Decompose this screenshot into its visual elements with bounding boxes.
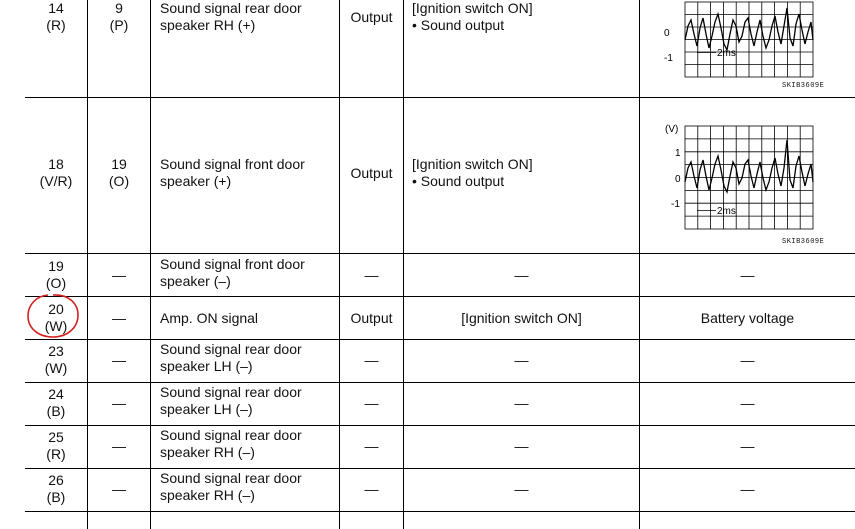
condition-text: —: [514, 437, 529, 454]
reference-value: —: [740, 437, 755, 454]
terminal-wire-color: (B): [46, 403, 66, 419]
io-value: Output: [350, 309, 393, 326]
reference-value: —: [740, 394, 755, 411]
terminal-wire-color: (W): [44, 360, 68, 376]
terminal-wire-color: (B): [46, 489, 66, 505]
io-cell: [340, 0, 403, 34]
mate-terminal-cell: [88, 0, 150, 34]
reference-cell: [640, 427, 855, 465]
grid-hline: [25, 468, 855, 469]
item-text: Sound signal front door: [160, 156, 305, 172]
item-cell: [160, 0, 338, 34]
time-scale-label: 2ms: [717, 206, 736, 217]
io-value: —: [364, 480, 379, 497]
item-text: speaker RH (+): [160, 17, 256, 33]
io-value: —: [364, 266, 379, 283]
reference-value: —: [740, 351, 755, 368]
y-tick-bottom: -1: [671, 199, 680, 210]
item-text: speaker LH (–): [160, 358, 253, 374]
terminal-number: 24: [48, 386, 64, 402]
y-unit-label: (V): [665, 124, 679, 135]
condition-cell: [404, 341, 639, 379]
terminal-number: 23: [48, 343, 64, 359]
reference-cell: [640, 341, 855, 379]
condition-cell: [404, 384, 639, 422]
item-text: Sound signal rear door: [160, 427, 302, 443]
item-text: Sound signal rear door: [160, 341, 302, 357]
item-text: speaker (+): [160, 173, 232, 189]
condition-text: —: [514, 266, 529, 283]
condition-text: [Ignition switch ON]: [461, 309, 582, 326]
terminal-number: 20: [48, 301, 64, 317]
item-text: Sound signal front door: [160, 256, 305, 272]
item-text: Amp. ON signal: [160, 309, 259, 326]
reference-value: Battery voltage: [700, 309, 795, 326]
mate-terminal-number: —: [112, 266, 126, 283]
grid-hline: [25, 97, 855, 98]
reference-cell: [640, 384, 855, 422]
io-cell: [340, 427, 403, 465]
item-cell: [160, 341, 338, 379]
terminal-number-cell: [25, 299, 87, 337]
item-text: speaker RH (–): [160, 444, 255, 460]
grid-hline: [25, 296, 855, 297]
time-scale-label: 2ms: [717, 48, 736, 59]
item-text: speaker LH (–): [160, 401, 253, 417]
io-cell: [340, 384, 403, 422]
waveform-code: SKIB3609E: [782, 238, 825, 246]
terminal-number: 26: [48, 472, 64, 488]
terminal-number-cell: [25, 256, 87, 294]
condition-cell: [404, 427, 639, 465]
io-cell: [340, 341, 403, 379]
item-cell: [160, 256, 338, 294]
terminal-number-cell: [25, 341, 87, 379]
item-text: speaker RH (–): [160, 487, 255, 503]
oscilloscope-waveform: [664, 120, 824, 235]
mate-terminal-cell: [88, 299, 150, 337]
mate-terminal-cell: [88, 384, 150, 422]
terminal-wire-color: (R): [46, 446, 66, 462]
mate-terminal-cell: [88, 427, 150, 465]
condition-text: —: [514, 351, 529, 368]
reference-cell: [640, 299, 855, 337]
condition-cell: [404, 299, 639, 337]
condition-text: [Ignition switch ON]: [412, 156, 533, 172]
terminal-number: 19: [48, 258, 64, 274]
grid-vline: [150, 0, 151, 529]
item-text: speaker (–): [160, 273, 231, 289]
y-tick-mid: 0: [664, 28, 670, 39]
item-cell: [160, 427, 338, 465]
mate-terminal-cell: [88, 156, 150, 190]
mate-terminal-number: —: [112, 351, 126, 368]
terminal-number-cell: [25, 384, 87, 422]
io-cell: [340, 299, 403, 337]
y-tick-mid: 0: [675, 174, 681, 185]
item-cell: [160, 384, 338, 422]
condition-cell: [404, 470, 639, 508]
condition-text: [Ignition switch ON]: [412, 0, 533, 16]
mate-terminal-number: —: [112, 394, 126, 411]
item-cell: [160, 156, 338, 190]
terminal-number-cell: [25, 156, 87, 190]
grid-hline: [25, 425, 855, 426]
reference-cell: [640, 256, 855, 294]
condition-cell: [412, 0, 638, 34]
condition-cell: [412, 156, 638, 190]
item-text: Sound signal rear door: [160, 470, 302, 486]
reference-value: —: [740, 480, 755, 497]
mate-terminal-cell: [88, 470, 150, 508]
reference-value: —: [740, 266, 755, 283]
condition-text: —: [514, 480, 529, 497]
reference-cell: [640, 470, 855, 508]
terminal-wire-color: (W): [44, 318, 68, 334]
terminal-wire-color: (R): [46, 17, 66, 33]
mate-terminal-color: (O): [108, 173, 130, 189]
io-cell: [340, 256, 403, 294]
item-cell: [160, 299, 338, 337]
condition-text: —: [514, 394, 529, 411]
mate-terminal-color: (P): [109, 17, 129, 33]
terminal-wire-color: (O): [45, 275, 67, 291]
mate-terminal-number: —: [112, 437, 126, 454]
item-text: Sound signal rear door: [160, 0, 302, 16]
terminal-number: 14: [48, 0, 64, 16]
y-tick-bottom: -1: [664, 53, 673, 64]
terminal-wire-color: (V/R): [39, 173, 73, 189]
terminal-number-cell: [25, 0, 87, 34]
condition-bullet: • Sound output: [412, 17, 505, 33]
condition-bullet: • Sound output: [412, 173, 505, 189]
waveform-graph: [664, 120, 824, 235]
mate-terminal-number: 19: [111, 156, 127, 172]
mate-terminal-number: 9: [115, 0, 123, 16]
mate-terminal-number: —: [112, 480, 126, 497]
grid-hline: [25, 511, 855, 512]
item-cell: [160, 470, 338, 508]
oscilloscope-waveform: [664, 0, 824, 86]
io-cell: [340, 156, 403, 190]
grid-hline: [25, 382, 855, 383]
io-value: Output: [350, 8, 393, 25]
condition-cell: [404, 256, 639, 294]
io-value: Output: [350, 164, 393, 181]
waveform-graph: [664, 0, 824, 86]
mate-terminal-cell: [88, 256, 150, 294]
waveform-code: SKIB3609E: [782, 82, 825, 90]
mate-terminal-cell: [88, 341, 150, 379]
terminal-number-cell: [25, 470, 87, 508]
terminal-number: 25: [48, 429, 64, 445]
io-value: —: [364, 437, 379, 454]
grid-hline: [25, 339, 855, 340]
grid-hline: [25, 253, 855, 254]
io-value: —: [364, 394, 379, 411]
io-value: —: [364, 351, 379, 368]
mate-terminal-number: —: [112, 309, 126, 326]
terminal-number-cell: [25, 427, 87, 465]
item-text: Sound signal rear door: [160, 384, 302, 400]
y-tick-top: 1: [675, 148, 681, 159]
terminal-number: 18: [48, 156, 64, 172]
io-cell: [340, 470, 403, 508]
